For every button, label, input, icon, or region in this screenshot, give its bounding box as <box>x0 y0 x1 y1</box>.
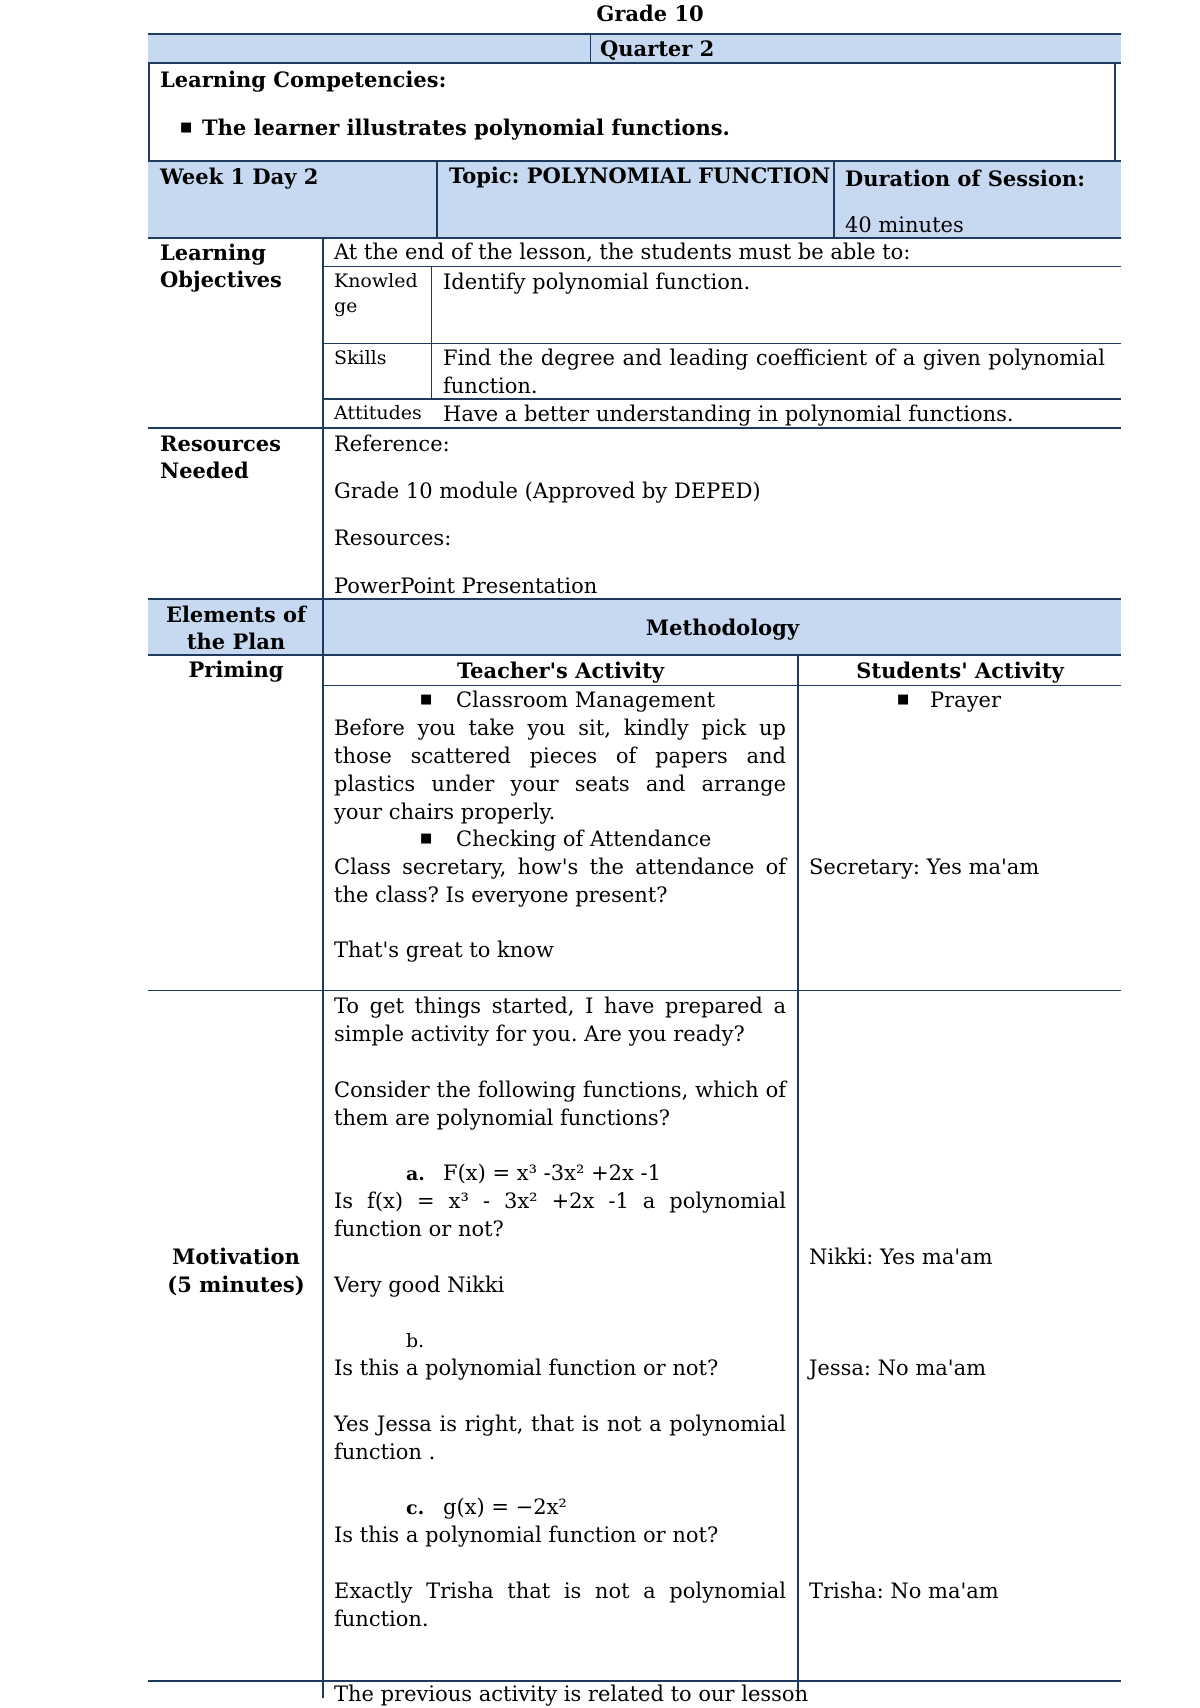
rule <box>148 62 150 162</box>
rule <box>322 238 324 1698</box>
classroom-management: Classroom Management <box>456 688 716 712</box>
item-c-function: g(x) = −2x² <box>443 1495 567 1519</box>
bullet-icon: ■ <box>420 692 433 707</box>
methodology-header: Methodology <box>645 615 800 640</box>
resources-label-2: Needed <box>160 458 249 483</box>
resources-label: Resources <box>160 431 281 456</box>
teacher-activity-header: Teacher's Activity <box>456 658 665 683</box>
motivation-duration: (5 minutes) <box>167 1272 305 1297</box>
bullet-icon: ■ <box>420 831 433 846</box>
item-c-marker: c. <box>406 1497 425 1519</box>
secretary-response: Secretary: Yes ma'am <box>809 855 1040 879</box>
grade-title: Grade 10 <box>596 1 704 26</box>
skills-label: Skills <box>334 347 387 369</box>
item-b-marker: b. <box>406 1330 425 1352</box>
rule <box>590 34 591 63</box>
resources-value: PowerPoint Presentation <box>334 574 598 598</box>
resources-sub-label: Resources: <box>334 526 452 550</box>
jessa-right-text: Yes Jessa is right, that is not a polynomial function . <box>334 1412 786 1464</box>
priming-label: Priming <box>188 657 284 682</box>
students-activity-header: Students' Activity <box>856 658 1064 683</box>
nikki-response: Nikki: Yes ma'am <box>809 1245 993 1269</box>
motivation-label: Motivation <box>172 1244 300 1269</box>
quarter-title: Quarter 2 <box>600 36 715 61</box>
reference-label: Reference: <box>334 432 450 456</box>
classroom-text: Before you take you sit, kindly pick up those scattered pieces of papers and plastics under your seats and arrange your chairs properly. <box>334 716 786 824</box>
objectives-label-2: Objectives <box>160 267 282 292</box>
rule <box>833 161 835 239</box>
rule <box>797 655 799 1698</box>
rule <box>436 161 438 239</box>
great-text: That's great to know <box>334 938 554 962</box>
rule <box>323 685 1121 686</box>
rule <box>323 266 1121 267</box>
duration-label: Duration of Session: <box>845 166 1085 191</box>
item-a-marker: a. <box>406 1163 425 1185</box>
elements-header: Elements of <box>165 602 307 627</box>
attitudes-text: Have a better understanding in polynomial functions. <box>443 402 1014 426</box>
bullet-icon: ■ <box>180 120 193 135</box>
rule <box>431 267 432 399</box>
reference-value: Grade 10 module (Approved by DEPED) <box>334 479 761 503</box>
competencies-label: Learning Competencies: <box>160 67 447 92</box>
objectives-intro: At the end of the lesson, the students must be able to: <box>334 240 911 264</box>
very-good-text: Very good Nikki <box>334 1273 505 1297</box>
skills-text: Find the degree and leading coefficient of a given polynomial function. <box>443 346 1105 398</box>
knowledge-label-2: ge <box>334 295 358 317</box>
question-c: Is this a polynomial function or not? <box>334 1523 719 1547</box>
attendance-text: Class secretary, how's the attendance of the class? Is everyone present? <box>334 855 786 907</box>
knowledge-text: Identify polynomial function. <box>443 270 751 294</box>
week-label: Week 1 Day 2 <box>160 164 319 189</box>
rule <box>148 990 1121 991</box>
exactly-text: Exactly Trisha that is not a polynomial function. <box>334 1579 786 1631</box>
trisha-response: Trisha: No ma'am <box>809 1579 999 1603</box>
attitudes-label: Attitudes <box>334 402 422 424</box>
competency-item: The learner illustrates polynomial functions. <box>202 115 730 140</box>
item-a-function: F(x) = x³ -3x² +2x -1 <box>443 1161 662 1185</box>
question-b: Is this a polynomial function or not? <box>334 1356 719 1380</box>
consider-text: Consider the following functions, which of them are polynomial functions? <box>334 1078 786 1130</box>
motivation-intro: To get things started, I have prepared a simple activity for you. Are you ready? <box>334 994 786 1046</box>
knowledge-label: Knowled <box>334 270 418 292</box>
elements-header-2: the Plan <box>186 629 286 654</box>
checking-attendance: Checking of Attendance <box>456 827 712 851</box>
rule <box>148 598 1121 600</box>
jessa-response: Jessa: No ma'am <box>809 1356 987 1380</box>
rule <box>1114 62 1116 162</box>
prayer-text: Prayer <box>930 688 1002 712</box>
next-section-text: The previous activity is related to our lesson <box>334 1682 809 1706</box>
objectives-label: Learning <box>160 240 266 265</box>
bullet-icon: ■ <box>897 692 910 707</box>
topic-label: Topic: POLYNOMIAL FUNCTION <box>449 163 831 188</box>
duration-value: 40 minutes <box>845 213 964 237</box>
question-a: Is f(x) = x³ - 3x² +2x -1 a polynomial function or not? <box>334 1189 786 1241</box>
